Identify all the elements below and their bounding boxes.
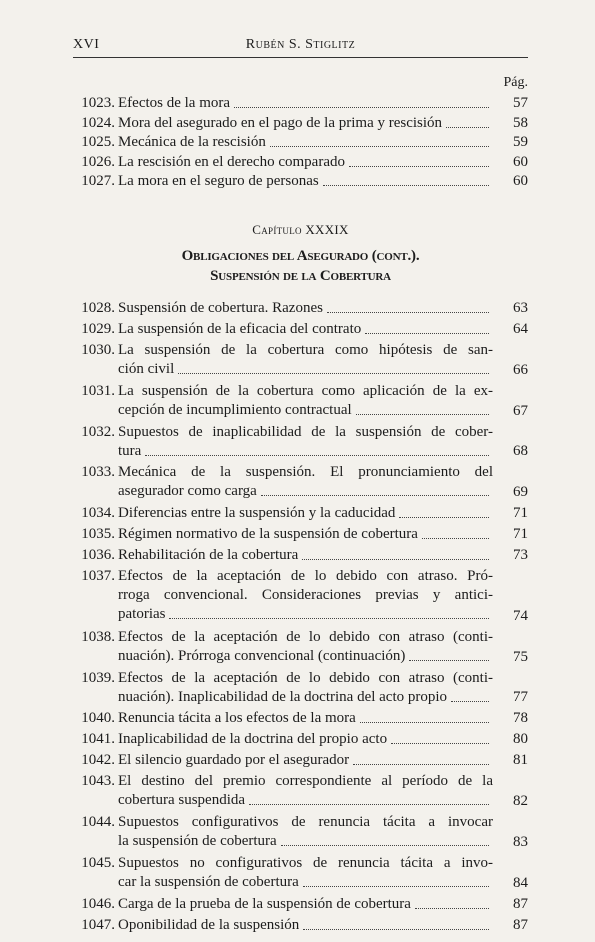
dot-leader (270, 133, 489, 147)
entry-title-line (118, 688, 493, 707)
entry-number: 1036. (81, 547, 115, 564)
entry-title-line: Efectos de la aceptación de lo debido con atraso. Pró- (118, 568, 493, 585)
entry-title-text: car la suspensión de cobertura (118, 874, 299, 890)
entry-number: 1042. (81, 752, 115, 769)
entry-title-line (118, 546, 493, 565)
entry-title-line (118, 442, 493, 461)
entry-title-line (118, 133, 493, 152)
entry-number: 1046. (81, 895, 115, 912)
entry-title-text: Mora del asegurado en el pago de la prima y rescisión (118, 114, 443, 131)
entry-title-line: El destino del premio correspondiente al período de la (118, 773, 493, 790)
entry-title-text: Suspensión de cobertura. Razones (118, 300, 323, 316)
entry-title-line (118, 873, 493, 892)
entry-title-line (118, 172, 493, 191)
entry-number: 1027. (81, 173, 115, 189)
entry-title-text: cepción de incumplimiento contractual (118, 401, 352, 418)
entry-page-number: 60 (513, 173, 528, 189)
entry-number: 1028. (81, 300, 115, 316)
dot-leader (249, 791, 489, 805)
entry-title-text: El silencio guardado por el asegurador (118, 752, 350, 769)
chapter-title-line1: Obligaciones del Asegurado (cont.). (181, 248, 420, 264)
dot-leader (365, 320, 489, 334)
entry-title-text: Efectos de la mora (118, 95, 231, 111)
entry-title-line: Efectos de la aceptación de lo debido con atraso (conti- (118, 628, 493, 645)
entry-page-number: 73 (513, 547, 528, 564)
entry-title-text: tura (118, 442, 142, 459)
dot-leader (356, 401, 489, 415)
dot-leader (451, 688, 489, 702)
entry-title-line (118, 605, 493, 624)
entry-number: 1044. (81, 814, 115, 831)
entry-number: 1041. (81, 731, 115, 748)
dot-leader (349, 153, 489, 167)
dot-leader (327, 299, 489, 313)
entry-page-number: 68 (513, 443, 528, 460)
entry-title-line (118, 832, 493, 851)
entry-title-line: Supuestos no configurativos de renuncia tácita a invo- (118, 855, 493, 871)
entry-number: 1031. (81, 382, 115, 399)
entry-page-number: 87 (513, 916, 528, 933)
dot-leader (360, 709, 489, 723)
entry-number: 1047. (81, 916, 115, 933)
entry-number: 1040. (81, 710, 115, 727)
dot-leader (391, 730, 489, 744)
entry-number: 1043. (81, 773, 115, 790)
entry-page-number: 67 (513, 402, 528, 419)
entry-number: 1039. (81, 669, 115, 686)
entry-number: 1034. (81, 505, 115, 522)
entry-page-number: 84 (513, 874, 528, 891)
entry-title-line: rroga convencional. Consideraciones previas y antici- (118, 587, 493, 604)
entry-number: 1035. (81, 526, 115, 543)
entry-page-number: 69 (513, 484, 528, 501)
entry-title-line: La suspensión de la cobertura como hipótesis de san- (118, 342, 493, 358)
entry-page-number: 80 (513, 731, 528, 748)
entry-title-line: La suspensión de la cobertura como aplicación de la ex- (118, 382, 493, 399)
entry-page-number: 64 (513, 321, 528, 337)
entry-title-text: la suspensión de cobertura (118, 833, 277, 850)
entry-page-number: 60 (513, 153, 528, 170)
entry-number: 1025. (81, 134, 115, 150)
entry-number: 1029. (81, 321, 115, 337)
entry-title-text: Renuncia tácita a los efectos de la mora (118, 710, 356, 727)
entry-title-line (118, 299, 493, 318)
entry-title-line (118, 709, 493, 728)
dot-leader (303, 873, 489, 887)
entry-title-line: Supuestos configurativos de renuncia tácita a invocar (118, 814, 493, 831)
entry-title-line (118, 791, 493, 810)
entry-title-line (118, 401, 493, 420)
entry-title-line: Supuestos de inaplicabilidad de la suspensión de cober- (118, 423, 493, 440)
entry-number: 1023. (81, 95, 115, 111)
entry-title-text: cobertura suspendida (118, 792, 246, 809)
entry-title-text: La mora en el seguro de personas (118, 173, 319, 189)
entry-page-number: 66 (513, 361, 528, 378)
entry-number: 1024. (81, 114, 115, 131)
dot-leader (178, 360, 489, 374)
entry-page-number: 71 (513, 505, 528, 522)
dot-leader (323, 172, 489, 186)
entry-number: 1038. (81, 628, 115, 645)
entry-title-text: Diferencias entre la suspensión y la caducidad (118, 505, 396, 522)
entry-title-line (118, 360, 493, 379)
entry-title-text: asegurador como carga (118, 483, 257, 500)
entry-title-line (118, 153, 493, 172)
entry-title-text: nuación). Prórroga convencional (continuación) (118, 647, 406, 664)
entry-number: 1045. (81, 855, 115, 871)
entry-title-text: La rescisión en el derecho comparado (118, 153, 345, 170)
entry-title-line (118, 482, 493, 501)
chapter-title-line2: Suspensión de la Cobertura (210, 268, 391, 284)
entry-page-number: 58 (513, 114, 528, 131)
entry-page-number: 77 (513, 689, 528, 706)
entry-page-number: 71 (513, 526, 528, 543)
entry-title-line (118, 114, 493, 133)
entry-number: 1032. (81, 423, 115, 440)
entry-title-line (118, 525, 493, 544)
dot-leader (302, 546, 489, 560)
entry-page-number: 59 (513, 134, 528, 150)
entry-title-line (118, 916, 493, 935)
chapter-label: Capítulo XXXIX (252, 222, 349, 237)
entry-page-number: 63 (513, 300, 528, 316)
running-author: Rubén S. Stiglitz (245, 37, 356, 52)
entry-title-text: ción civil (118, 361, 175, 377)
entry-title-text: nuación). Inaplicabilidad de la doctrina del acto propio (118, 688, 448, 705)
entry-title-line (118, 504, 493, 523)
entry-title-text: patorias (118, 606, 166, 623)
entry-page-number: 81 (513, 752, 528, 769)
dot-leader (446, 114, 489, 128)
entry-title-text: Rehabilitación de la cobertura (118, 547, 299, 564)
entry-title-text: Inaplicabilidad de la doctrina del propio acto (118, 731, 388, 748)
entry-title-text: La suspensión de la eficacia del contrato (118, 321, 362, 337)
dot-leader (169, 605, 489, 619)
dot-leader (409, 647, 489, 661)
dot-leader (399, 504, 489, 518)
entry-title-line (118, 895, 493, 914)
dot-leader (422, 525, 489, 539)
entry-page-number: 57 (513, 95, 528, 111)
page-column-header: Pág. (503, 75, 528, 90)
entry-title-text: Oponibilidad de la suspensión (118, 916, 300, 933)
entry-number: 1037. (81, 568, 115, 585)
entry-title-line: Mecánica de la suspensión. El pronunciamiento del (118, 464, 493, 481)
entry-title-line (118, 751, 493, 770)
dot-leader (303, 916, 489, 930)
dot-leader (281, 832, 489, 846)
dot-leader (234, 94, 489, 108)
dot-leader (415, 895, 489, 909)
entry-title-line (118, 730, 493, 749)
entry-title-line: Efectos de la aceptación de lo debido con atraso (conti- (118, 669, 493, 686)
running-header (73, 37, 528, 58)
entry-page-number: 87 (513, 895, 528, 912)
entry-page-number: 75 (513, 648, 528, 665)
dot-leader (261, 482, 489, 496)
entry-page-number: 78 (513, 710, 528, 727)
dot-leader (353, 751, 489, 765)
page-number: XVI (73, 37, 100, 52)
entry-page-number: 74 (513, 607, 528, 624)
entry-number: 1033. (81, 464, 115, 481)
entry-title-text: Carga de la prueba de la suspensión de cobertura (118, 895, 411, 912)
entry-title-text: Régimen normativo de la suspensión de cobertura (118, 526, 418, 543)
entry-number: 1030. (81, 342, 115, 358)
entry-title-line (118, 320, 493, 339)
entry-page-number: 82 (513, 793, 528, 810)
entry-page-number: 83 (513, 833, 528, 850)
entry-title-line (118, 647, 493, 666)
entry-title-line (118, 94, 493, 113)
dot-leader (145, 442, 489, 456)
entry-number: 1026. (81, 153, 115, 170)
entry-title-text: Mecánica de la rescisión (118, 134, 266, 150)
